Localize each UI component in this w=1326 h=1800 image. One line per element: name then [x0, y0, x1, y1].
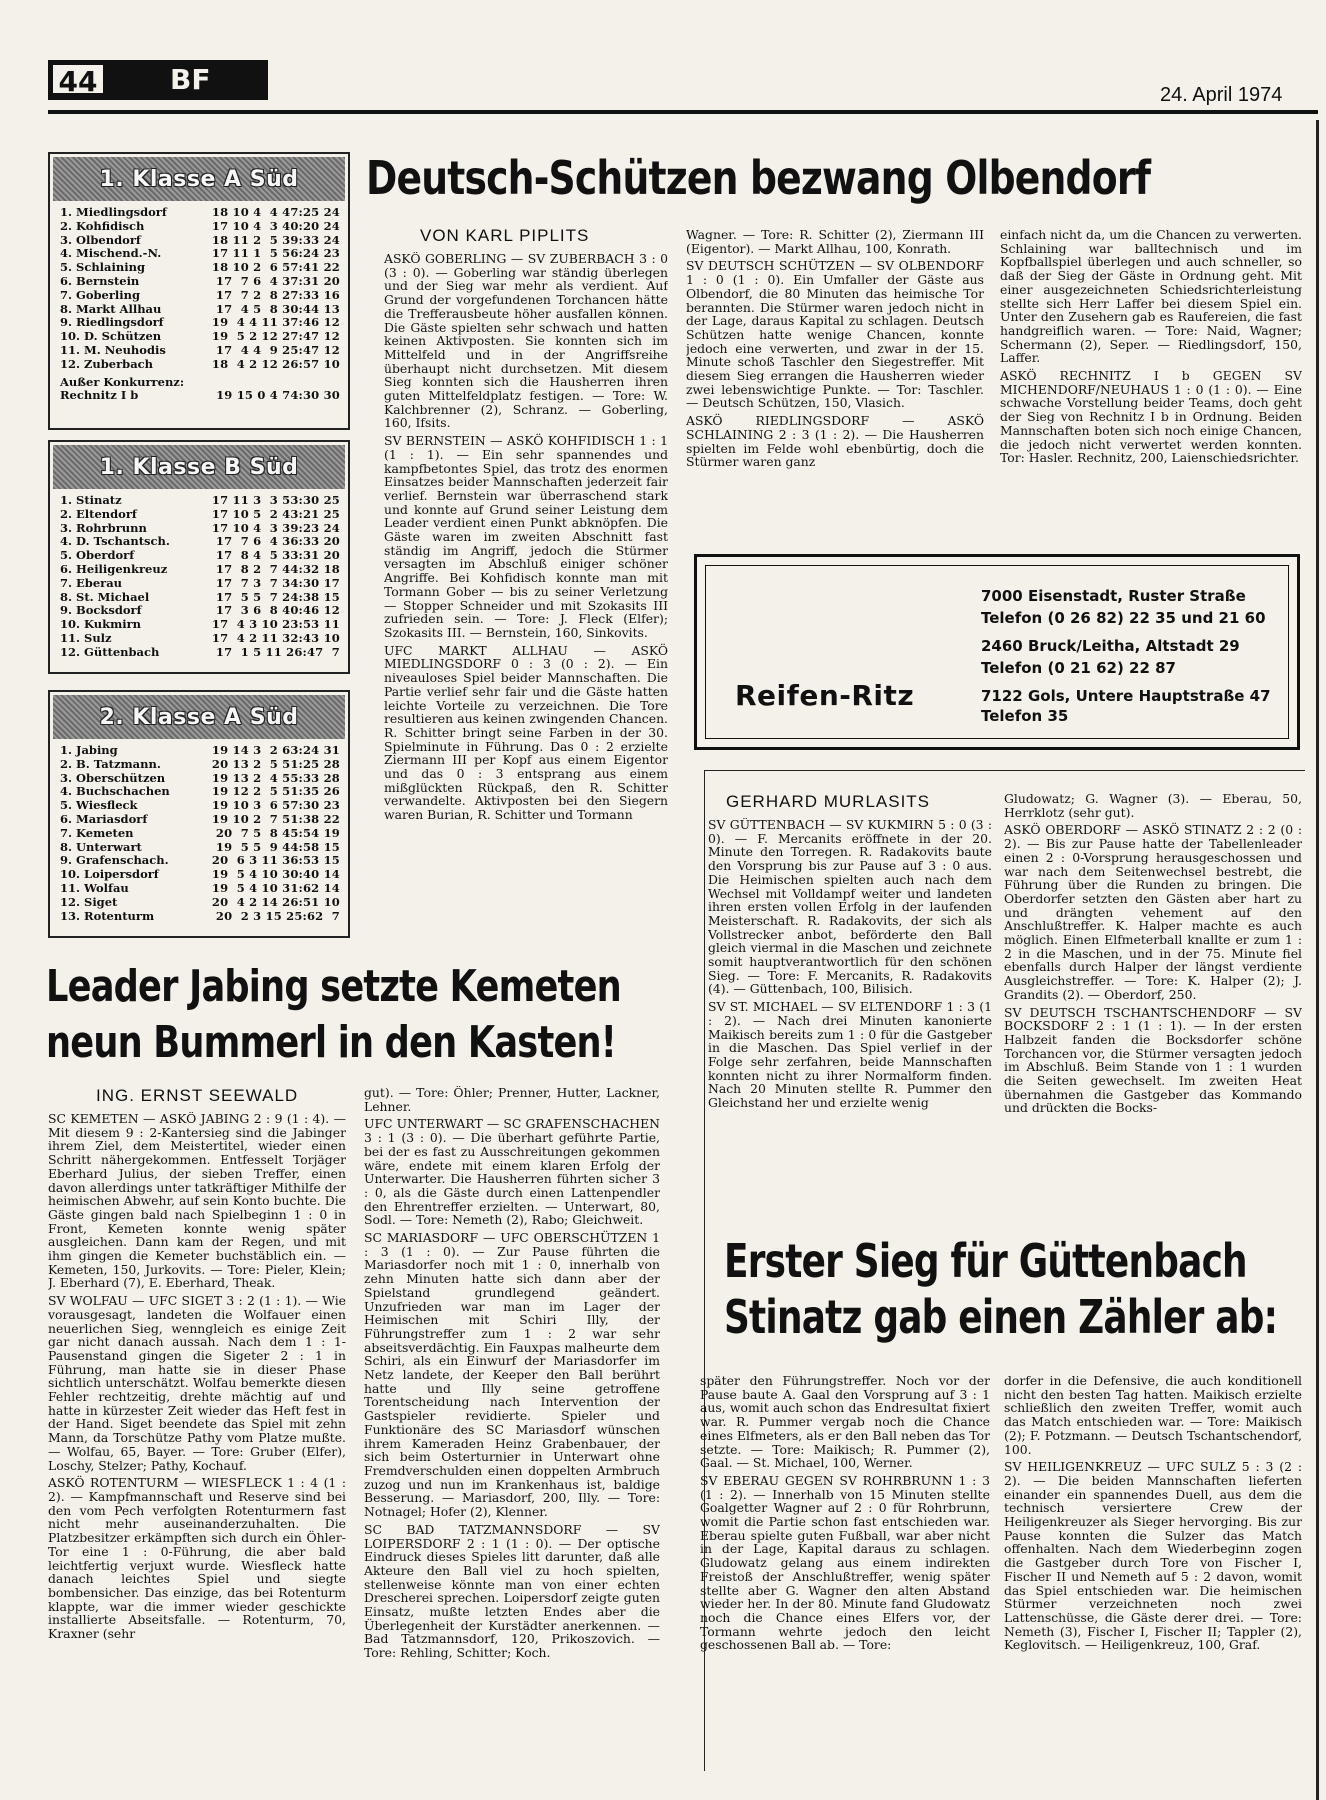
team-stats: 19 5 2 12 27:47 12	[211, 329, 340, 344]
table-row	[60, 206, 342, 220]
team-stats: 17 4 4 9 25:47 12	[215, 342, 340, 357]
report-paragraph: ASKÖ ROTENTURM — WIESFLECK 1 : 4 (1 : 2). — Kampfmannschaft und Reserve sind bei den vom Pech verfolgten Rotenturmern fast nicht mehr auseinanderzuhalten. Die Platzbesitzer erkämpften sich durch ein Öhler-Tor eine 1 : 0-Führung, die aber bald leichtfertig verjuxt wurde. Wiesfleck hatte danach leichtes Spiel und siegte bombensicher. Das einzige, das bei Rotenturm klappte, war die immer wieder geschickte installierte Abseitsfalle. — Rotenturm, 70, Kraxner (sehr	[48, 1475, 346, 1642]
byline-gerhard-murlasits: GERHARD MURLASITS	[726, 792, 931, 811]
table-rows	[50, 742, 348, 927]
team-stats: 17 11 1 5 56:24 23	[211, 246, 340, 261]
team-stats: 20 7 5 8 45:54 19	[215, 825, 340, 840]
team-stats: 18 11 2 5 39:33 24	[211, 232, 340, 247]
article2-column-2	[1004, 792, 1302, 1204]
team-name: 3. Oberschützen	[60, 771, 166, 785]
article2-column-4	[1004, 1374, 1302, 1764]
table-row	[60, 247, 342, 261]
team-stats: 17 10 5 2 43:21 25	[211, 506, 340, 521]
team-stats: 18 10 4 4 47:25 24	[211, 205, 340, 219]
team-name: 2. Eltendorf	[60, 507, 137, 521]
team-name: 3. Olbendorf	[60, 233, 141, 247]
team-name: 11. Sulz	[60, 631, 112, 645]
team-stats: 17 7 6 4 36:33 20	[215, 534, 340, 549]
team-name: Rechnitz I b	[60, 389, 139, 403]
team-stats: 17 8 2 7 44:32 18	[215, 561, 340, 576]
table-row	[60, 389, 342, 403]
team-stats: 20 13 2 5 51:25 28	[211, 756, 340, 771]
team-stats: 17 4 2 11 32:43 10	[211, 630, 340, 645]
table-row	[60, 591, 342, 605]
team-stats: 20 2 3 15 25:62 7	[215, 908, 340, 923]
team-stats: 18 4 2 12 26:57 10	[211, 356, 340, 371]
report-paragraph: Wagner. — Tore: R. Schitter (2), Ziermann III (Eigentor). — Markt Allhau, 100, Konrath.	[686, 228, 984, 256]
table-row	[60, 799, 342, 813]
report-paragraph: SV DEUTSCH SCHÜTZEN — SV OLBENDORF 1 : 0 (1 : 0). Ein Umfaller der Gäste aus Olbendorf, die 80 Minuten das heimische Tor berannten. Die Stürmer waren jedoch nicht in der Lage, daraus Kapital zu schlagen. Deutsch Schützen hatte wenige Chancen, konnte jedoch eine verwerten, und zwar in der 15. Minute schoß Taschler den Siegestreffer. Mit diesem Sieg errangen die Hausherren wieder zwei lebenswichtige Punkte. — Tor: Taschler. — Deutsch Schützen, 150, Vlasich.	[686, 258, 984, 411]
ad-address-line: 7000 Eisenstadt, Ruster Straße	[981, 587, 1246, 605]
table-row	[60, 772, 342, 786]
team-name: 2. Kohfidisch	[60, 219, 145, 233]
team-name: 9. Grafenschach.	[60, 854, 169, 868]
advertisement-reifen-ritz	[694, 554, 1300, 750]
table-row	[60, 618, 342, 632]
page-number: 44	[50, 62, 106, 96]
team-stats: 17 3 6 8 40:46 12	[215, 603, 340, 618]
team-name: 12. Siget	[60, 895, 118, 909]
team-name: 12. Zuberbach	[60, 357, 154, 371]
headline-stinatz: Stinatz gab einen Zähler ab:	[724, 1290, 1278, 1344]
table-note: Außer Konkurrenz:	[60, 374, 185, 389]
publication-name: BF	[170, 63, 211, 96]
table-row	[60, 827, 342, 841]
article1-column-1	[384, 252, 668, 952]
report-paragraph: SC MARIASDORF — UFC OBERSCHÜTZEN 1 : 3 (1 : 0). — Zur Pause führten die Mariasdorfer noch mit 1 : 0, innerhalb von zehn Minuten hatte sich dann aber der Spielstand grundlegend geändert. Unzufrieden war man im Lager der Heimischen mit Schiri Illy, der Führungstreffer zum 1 : 2 war sehr abseitsverdächtig. Ein Fauxpas malheurte dem Schiri, als ein Einwurf der Mariasdorfer im Netz landete, der Keeper den Ball berührt hatte und Illy seine getroffene Torentscheidung nach Intervention der Gastspieler revidierte. Spieler und Funktionäre des SC Mariasdorf wünschen ihrem Kameraden Heinz Grabenbauer, der sich beim Osterturnier in Unterwart ohne Fremdverschulden einen doppelten Armbruch zuzog und nun im Krankenhaus ist, baldige Besserung. — Mariasdorf, 200, Illy. — Tore: Notnagel; Hofer (2), Klenner.	[364, 1230, 660, 1520]
table-row	[60, 896, 342, 910]
table-row	[60, 234, 342, 248]
team-stats: 17 10 4 3 40:20 24	[211, 218, 340, 233]
table-title: 2. Klasse A Süd	[53, 695, 345, 739]
team-stats: 19 5 4 10 30:40 14	[211, 867, 340, 882]
ad-address-line: 7122 Gols, Untere Hauptstraße 47	[981, 687, 1271, 705]
team-name: 7. Kemeten	[60, 826, 134, 840]
ad-address-line: Telefon (0 26 82) 22 35 und 21 60	[981, 609, 1266, 627]
team-name: 10. Loipersdorf	[60, 868, 159, 882]
table-row	[60, 275, 342, 289]
table-row	[60, 344, 342, 358]
team-stats: 19 5 4 10 31:62 14	[211, 880, 340, 895]
table-row	[60, 854, 342, 868]
standings-table-1-klasse-a-sued	[48, 152, 350, 430]
table-row	[60, 316, 342, 330]
team-name: 7. Eberau	[60, 576, 123, 590]
team-stats: 19 13 2 4 55:33 28	[211, 770, 340, 785]
team-stats: 19 15 0 4 74:30 30	[216, 388, 340, 403]
team-name: 7. Goberling	[60, 288, 141, 302]
report-paragraph: ASKÖ RECHNITZ I b GEGEN SV MICHENDORF/NEUHAUS 1 : 0 (1 : 0). — Eine schwache Vorstellung beider Teams, doch geht der Sieg von Rechnitz I b in Ordnung. Beiden Mannschaften boten sich noch einige Chancen, die jedoch nicht verwertet werden konnten. Tor: Hasler. Rechnitz, 200, Laienschiedsrichter.	[1000, 368, 1302, 466]
report-paragraph: SV ST. MICHAEL — SV ELTENDORF 1 : 3 (1 : 2). — Nach drei Minuten kanonierte Maikisch bereits zum 1 : 0 für die Gastgeber in die Maschen. Das Spiel verlief in der Folge sehr zerfahren, beide Mannschaften konnten nicht zu ihrer Normalform finden. Nach 20 Minuten stellte R. Pummer den Gleichstand her und erzielte wenig	[708, 999, 992, 1111]
standings-table-2-klasse-a-sued	[48, 690, 350, 938]
team-name: 8. St. Michael	[60, 590, 150, 604]
table-row	[60, 813, 342, 827]
table-rows	[50, 492, 348, 664]
team-stats: 17 5 5 7 24:38 15	[215, 589, 340, 604]
team-stats: 17 7 2 8 27:33 16	[215, 287, 340, 302]
team-name: 4. Mischend.-N.	[60, 247, 162, 261]
team-name: 1. Jabing	[60, 744, 118, 757]
team-name: 11. Wolfau	[60, 881, 129, 895]
table-row	[60, 646, 342, 660]
ad-address-line: Telefon 35	[981, 707, 1069, 725]
table-row	[60, 220, 342, 234]
headline-erster-sieg: Erster Sieg für Güttenbach	[724, 1234, 1247, 1288]
table-row	[60, 289, 342, 303]
ad-company-name: Reifen-Ritz	[735, 679, 915, 712]
team-name: 2. B. Tatzmann.	[60, 757, 161, 771]
team-name: 6. Bernstein	[60, 274, 140, 288]
team-stats: 17 1 5 11 26:47 7	[215, 644, 340, 659]
team-stats: 17 11 3 3 53:30 25	[211, 493, 340, 507]
report-paragraph: SC BAD TATZMANNSDORF — SV LOIPERSDORF 2 : 1 (1 : 0). — Der optische Eindruck dieses Spieles litt darunter, daß alle Akteure den Ball viel zu hoch spielten, stellenweise könnte man von einer echten Drescherei sprechen. Loipersdorf zeigte guten Einsatz, mußte letzten Endes aber die Überlegenheit der Kurstädter anerkennen. — Bad Tatzmannsdorf, 120, Prikoszovich. — Tore: Rehling, Schitter; Koch.	[364, 1521, 660, 1661]
report-paragraph: dorfer in die Defensive, die auch konditionell nicht den besten Tag hatten. Maikisch erzielte schließlich den zweiten Treffer, womit auch das Match entschieden war. — Tore: Maikisch (2); F. Potzmann. — Deutsch Tschantschendorf, 100.	[1004, 1374, 1302, 1457]
report-paragraph: Gludowatz; G. Wagner (3). — Eberau, 50, Herrklotz (sehr gut).	[1004, 792, 1302, 820]
team-name: 12. Güttenbach	[60, 645, 160, 659]
table-row	[60, 330, 342, 344]
table-row	[60, 868, 342, 882]
team-stats: 19 5 5 9 44:58 15	[215, 839, 340, 854]
table-row	[60, 577, 342, 591]
table-row	[60, 261, 342, 275]
team-name: 1. Miedlingsdorf	[60, 206, 167, 219]
team-stats: 17 7 3 7 34:30 17	[215, 575, 340, 590]
headline-deutsch-schuetzen: Deutsch-Schützen bezwang Olbendorf	[366, 151, 1151, 205]
article1-column-2	[686, 228, 984, 534]
table-row	[60, 758, 342, 772]
table-row	[60, 744, 342, 758]
team-name: 13. Rotenturm	[60, 909, 155, 923]
table-row	[60, 841, 342, 855]
table-row	[60, 632, 342, 646]
table-row	[60, 785, 342, 799]
team-stats: 19 10 2 7 51:38 22	[211, 811, 340, 826]
issue-date: 24. April 1974	[1160, 84, 1283, 106]
table-title: 1. Klasse A Süd	[53, 157, 345, 201]
team-name: 6. Mariasdorf	[60, 812, 148, 826]
standings-table-1-klasse-b-sued	[48, 440, 350, 674]
headline-neun-bummerl: neun Bummerl in den Kasten!	[46, 1017, 617, 1068]
team-name: 1. Stinatz	[60, 494, 122, 507]
team-name: 9. Riedlingsdorf	[60, 316, 164, 330]
team-name: 4. D. Tschantsch.	[60, 535, 170, 549]
report-paragraph: SC KEMETEN — ASKÖ JABING 2 : 9 (1 : 4). — Mit diesem 9 : 2-Kantersieg sind die Jabinger ihrem Ziel, dem Meistertitel, wieder einen Schritt nähergekommen. Entfesselt Torjäger Eberhard Julius, der sieben Treffer, einen davon allerdings unter tatkräftiger Mithilfe der heimischen Abwehr, auf sein Konto buchte. Die Gäste gingen bald nach Spielbeginn 1 : 0 in Front, Kemeten konnte wenig später ausgleichen. Dann kam der Regen, und mit ihm gingen die Kemeter buchstäblich ein. — Kemeten, 150, Jurkovits. — Tore: Pieler, Klein; J. Eberhard (7), E. Eberhard, Theak.	[48, 1112, 346, 1291]
team-stats: 17 8 4 5 33:31 20	[215, 548, 340, 563]
team-name: 8. Markt Allhau	[60, 302, 162, 316]
article3-column-2	[364, 1086, 660, 1772]
table-row	[60, 910, 342, 924]
article2-column-1	[708, 818, 992, 1198]
team-name: 8. Unterwart	[60, 840, 142, 854]
table-row	[60, 535, 342, 549]
team-name: 10. D. Schützen	[60, 330, 162, 344]
team-stats: 19 14 3 2 63:24 31	[211, 743, 340, 757]
article3-column-1	[48, 1112, 346, 1772]
table-row	[60, 494, 342, 508]
team-stats: 17 10 4 3 39:23 24	[211, 520, 340, 535]
team-name: 11. M. Neuhodis	[60, 343, 166, 357]
team-stats: 17 7 6 4 37:31 20	[215, 273, 340, 288]
team-stats: 19 10 3 6 57:30 23	[211, 798, 340, 813]
table-row	[60, 358, 342, 372]
table-row	[60, 522, 342, 536]
team-stats: 18 10 2 6 57:41 22	[211, 260, 340, 275]
report-paragraph: SV GÜTTENBACH — SV KUKMIRN 5 : 0 (3 : 0). — F. Mercanits eröffnete in der 20. Minute den Torregen. R. Radakovits baute den Vorsprung bis zur Pause auf 3 : 0 aus. Die Heimischen spielten auch nach dem Wechsel mit Volldampf weiter und landeten ihren ersten vollen Erfolg in der laufenden Meisterschaft. R. Radakovits, der sich als Vollstrecker anbot, beförderte den Ball gleich viermal in die Maschen und zeichnete somit hauptverantwortlich für den schönen Sieg. — Tore: F. Mercanits, R. Radakovits (4). — Güttenbach, 100, Bilisich.	[708, 818, 992, 997]
article1-column-3	[1000, 228, 1302, 534]
team-stats: 17 4 5 8 30:44 13	[215, 301, 340, 316]
table-row	[60, 563, 342, 577]
report-paragraph: ASKÖ GOBERLING — SV ZUBERBACH 3 : 0 (3 : 0). — Goberling war ständig überlegen und der Sieg war mehr als verdient. Auf Grund der vorgefundenen Torchancen hätte die Trefferausbeute höher ausfallen können. Die Gäste spielten sehr schwach und hatten keinen Aktivposten. Sie konnten sich im Mittelfeld und in der Angriffsreihe überhaupt nicht durchsetzen. Mit diesem Sieg konnten sich die Hausherren ihren guten Mittelfeldplatz festigen. — Tore: W. Kalchbrenner (2), Schranz. — Goberling, 160, Ifsits.	[384, 252, 668, 431]
ad-address-line: 2460 Bruck/Leitha, Altstadt 29	[981, 637, 1240, 655]
table-row	[60, 549, 342, 563]
table-rows	[50, 204, 348, 376]
team-stats: 19 12 2 5 51:35 26	[211, 784, 340, 799]
headline-leader-jabing: Leader Jabing setzte Kemeten	[46, 961, 621, 1012]
page-edge-line	[1316, 120, 1319, 1800]
team-name: 6. Heiligenkreuz	[60, 562, 168, 576]
report-paragraph: gut). — Tore: Öhler; Prenner, Hutter, Lackner, Lehner.	[364, 1086, 660, 1114]
ad-address-line: Telefon (0 21 62) 22 87	[981, 659, 1176, 677]
report-paragraph: UFC UNTERWART — SC GRAFENSCHACHEN 3 : 1 (3 : 0). — Die überhart geführte Partie, bei der es fast zu Ausschreitungen gekommen wäre, endete mit einem klaren Erfolg der Unterwarter. Die Hausherren führten sicher 3 : 0, als die Gäste durch einen Lattenpendler den Ehrentreffer erzielten. — Unterwart, 80, Sodl. — Tore: Nemeth (2), Rabo; Gleichweit.	[364, 1116, 660, 1228]
table-row	[60, 303, 342, 317]
team-name: 9. Bocksdorf	[60, 604, 142, 618]
masthead-rule	[48, 110, 1318, 114]
team-name: 4. Buchschachen	[60, 785, 170, 799]
table-row	[60, 604, 342, 618]
report-paragraph: SV BERNSTEIN — ASKÖ KOHFIDISCH 1 : 1 (1 : 1). — Ein sehr spannendes und kampfbetontes Spiel, das trotz des enormen Einsatzes beider Mannschaften jederzeit fair verlief. Bernstein war überraschend stark und konnte auf Grund seiner Leistung dem Leader verdient einen Punkt abknöpfen. Die Gäste waren im zweiten Abschnitt fast ständig im Angriff, jedoch die Stürmer versagten im Abschluß einiger schöner Angriffe. Bei Kohfidisch konnte man mit Tormann Gober — bis zu seiner Verletzung — Stopper Schneider und mit Szokasits III zufrieden sein. — Tore: J. Fleck (Elfer); Szokasits III. — Bernstein, 160, Sinkovits.	[384, 433, 668, 640]
report-paragraph: ASKÖ RIEDLINGSDORF — ASKÖ SCHLAINING 2 : 3 (1 : 2). — Die Hausherren spielten im Felde wohl ebenbürtig, doch die Stürmer waren ganz	[686, 413, 984, 470]
team-stats: 20 4 2 14 26:51 10	[211, 894, 340, 909]
team-stats: 17 4 3 10 23:53 11	[211, 617, 340, 632]
byline-karl-piplits: VON KARL PIPLITS	[420, 226, 590, 245]
report-paragraph: SV EBERAU GEGEN SV ROHRBRUNN 1 : 3 (1 : 2). — Innerhalb von 15 Minuten stellte Goalgetter Wagner auf 2 : 0 für Rohrbrunn, womit die Partie schon fast entschieden war. Eberau spielte guten Fußball, war aber nicht in der Lage, Kapital daraus zu schlagen. Gludowatz gelang aus einem indirekten Freistoß der Anschlußtreffer, wenig später stellte aber G. Wagner den alten Abstand wieder her. In der 80. Minute fand Gludowatz noch die Chance eines Elfers vor, der Tormann wehrte jedoch den leicht geschossenen Ball ab. — Tore:	[700, 1472, 990, 1653]
team-stats: 19 4 4 11 37:46 12	[211, 315, 340, 330]
report-paragraph: später den Führungstreffer. Noch vor der Pause baute A. Gaal den Vorsprung auf 3 : 1 aus, womit auch schon das Endresultat fixiert war. R. Pummer vergab noch die Chance eines Elfmeters, als er den Ball neben das Tor setzte. — Tore: Maikisch; R. Pummer (2), Gaal. — St. Michael, 100, Werner.	[700, 1374, 990, 1471]
report-paragraph: ASKÖ OBERDORF — ASKÖ STINATZ 2 : 2 (0 : 2). — Bis zur Pause hatte der Tabellenleader einen 2 : 0-Vorsprung herausgeschossen und war nach dem Seitenwechsel bestrebt, die Führung über die Runden zu bringen. Die Oberdorfer setzten den Gästen aber hart zu und drängten vehement auf den Anschlußtreffer. K. Halper machte es auch möglich. Einen Elfmeterball knallte er zum 1 : 2 in die Maschen, und in der 75. Minute fiel ebenfalls durch Halper der längst verdiente Ausgleichstreffer. — Tore: K. Halper (2); J. Grandits (2). — Oberdorf, 250.	[1004, 822, 1302, 1002]
team-name: 10. Kukmirn	[60, 618, 142, 632]
report-paragraph: SV HEILIGENKREUZ — UFC SULZ 5 : 3 (2 : 2). — Die beiden Mannschaften lieferten einander ein spannendes Duell, aus dem die technisch versiertere Crew der Heiligenkreuzer als Sieger hervorging. Bis zur Pause konnten die Sulzer das Match offenhalten. Nach dem Wiederbeginn zogen die Gastgeber durch Tore von Fischer I, Fischer II und Nemeth auf 5 : 2 davon, womit das Spiel entschieden war. Die heimischen Stürmer verzeichneten noch zwei Lattenschüsse, die Gäste derer drei. — Tore: Nemeth (3), Fischer I, Fischer II; Tappler (2), Keglovitsch. — Heiligenkreuz, 100, Graf.	[1004, 1459, 1302, 1653]
table-row	[60, 508, 342, 522]
report-paragraph: SV DEUTSCH TSCHANTSCHENDORF — SV BOCKSDORF 2 : 1 (1 : 1). — In der ersten Halbzeit fanden die Bocksdorfer schöne Torchancen vor, die Stürmer versagten jedoch im Abschluß. Beim Stande von 1 : 1 wurden die Seiten gewechselt. Im zweiten Heat übernahmen die Gastgeber das Kommando und drückten die Bocks-	[1004, 1004, 1302, 1116]
report-paragraph: UFC MARKT ALLHAU — ASKÖ MIEDLINGSDORF 0 : 3 (0 : 2). — Ein niveauloses Spiel beider Mannschaften. Die Partie verlief sehr fair und die Gäste hatten leichte Vorteile zu verzeichnen. Die Tore resultieren aus keinen zwingenden Chancen. R. Schitter bringt seine Farben in der 30. Spielminute in Führung. Das 0 : 2 erzielte Ziermann III per Kopf aus einem Eigentor und das 0 : 3 entsprang aus einem mißglückten Rückpaß, den R. Schitter verwandelte. Aktivposten bei den Siegern waren Burian, R. Schitter und Tormann	[384, 642, 668, 823]
table-title: 1. Klasse B Süd	[53, 445, 345, 489]
table-row	[60, 882, 342, 896]
team-name: 5. Oberdorf	[60, 549, 135, 563]
article2-column-3	[700, 1374, 990, 1764]
report-paragraph: SV WOLFAU — UFC SIGET 3 : 2 (1 : 1). — Wie vorausgesagt, landeten die Wolfauer einen neuerlichen Sieg, wenngleich es einige Zeit gar nicht danach aussah. Nach dem 1 : 1-Pausenstand gingen die Sigeter 2 : 1 in Führung, man hatte sie in dieser Phase sichtlich unterschätzt. Wolfau bemerkte diesen Fehler rechtzeitig, drehte mächtig auf und hatte in kürzester Zeit wieder das Heft fest in der Hand. Siget beendete das Spiel mit zehn Mann, da Torschütze Pathy vom Platze mußte. — Wolfau, 65, Bayer. — Tore: Gruber (Elfer), Loschy, Stelzer; Pathy, Kochauf.	[48, 1293, 346, 1473]
team-name: 5. Schlaining	[60, 261, 145, 275]
report-paragraph: einfach nicht da, um die Chancen zu verwerten. Schlaining war balltechnisch und im Kopfballspiel überlegen und auch schneller, so daß der Sieg der Gäste in Ordnung geht. Mit einer ausgezeichneten Schiedsrichterleistung stellte sich Herr Laffer bei diesem Spiel ein. Unter den Zusehern gab es Raufereien, die fast handgreiflich waren. — Tore: Naid, Wagner; Schermann (2), Seper. — Riedlingsdorf, 150, Laffer.	[1000, 228, 1302, 366]
team-name: 3. Rohrbrunn	[60, 521, 147, 535]
team-name: 5. Wiesfleck	[60, 799, 138, 813]
byline-ernst-seewald: ING. ERNST SEEWALD	[96, 1086, 299, 1105]
team-stats: 20 6 3 11 36:53 15	[211, 853, 340, 868]
